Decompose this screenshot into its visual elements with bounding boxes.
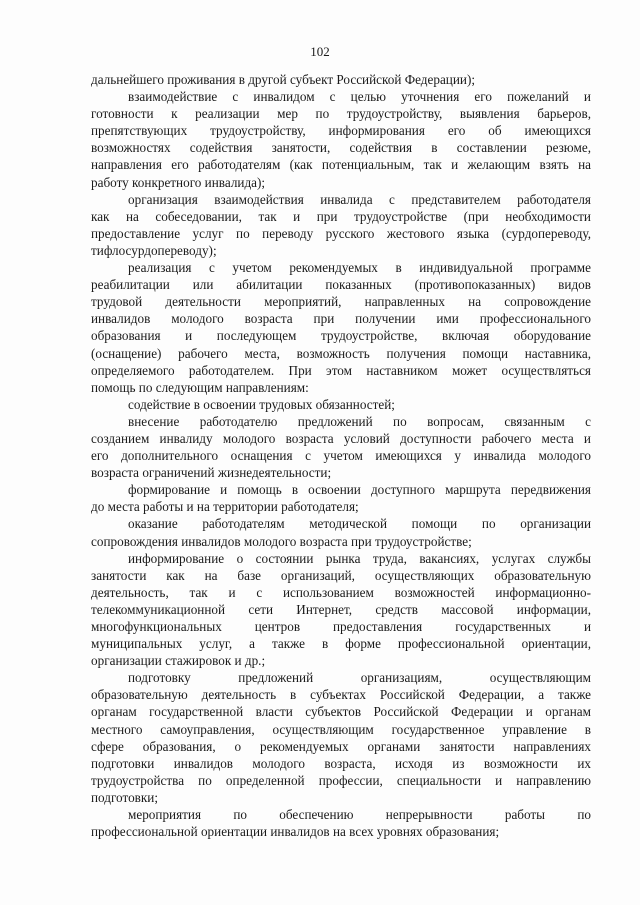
text-line: образования и последующем трудоустройстве, включая оборудование [91,328,591,344]
text-line: сфере образования, о рекомендуемых органами занятости направлениях [91,738,591,754]
text-line: направления его работодателям (как потенциальным, так и желающим взять на [91,157,591,173]
text-line: мероприятия по обеспечению непрерывности работы по [128,807,591,823]
text-line: местного самоуправления, осуществляющим государственное управление в [91,721,591,737]
text-line: телекоммуникационной сети Интернет, средств массовой информации, [91,601,591,617]
text-line: образовательную деятельность в субъектах Российской Федерации, а также [91,687,591,703]
text-line: реабилитации или абилитации показанных (противопоказанных) видов [91,277,591,293]
text-line: организации стажировок и др.; [91,653,266,669]
text-line: как на собеседовании, так и при трудоустройстве (при необходимости [91,208,591,224]
text-line: препятствующих трудоустройству, информирования его об имеющихся [91,123,591,139]
text-line: деятельность, так и с использованием возможностей информационно- [91,584,591,600]
text-line: содействие в освоении трудовых обязанностей; [128,396,395,412]
text-line: предоставление услуг по переводу русского жестового языка (сурдопереводу, [91,225,591,241]
text-line: помощь по следующим направлениям: [91,379,309,395]
text-line: муниципальных услуг, а также в форме профессиональной ориентации, [91,636,591,652]
text-line: трудовой деятельности мероприятий, направленных на сопровождение [91,294,591,310]
text-line: до места работы и на территории работодателя; [91,499,359,515]
text-line: работу конкретного инвалида); [91,174,266,190]
text-line: организация взаимодействия инвалида с представителем работодателя [128,191,591,207]
text-line: подготовки; [91,789,159,805]
text-line: готовности к реализации мер по трудоустройству, выявления барьеров, [91,106,591,122]
text-line: инвалидов молодого возраста при получении ими профессионального [91,311,591,327]
text-line: формирование и помощь в освоении доступного маршрута передвижения [128,482,591,498]
text-line: профессиональной ориентации инвалидов на всех уровнях образования; [91,824,500,840]
body-text [91,71,591,840]
text-line: оказание работодателям методической помощи по организации [128,516,591,532]
text-line: созданием инвалиду молодого возраста условий доступности рабочего места и [91,430,591,446]
text-line: возможностях содействия занятости, содействия в составлении резюме, [91,140,591,156]
page-number: 102 [310,44,330,59]
text-line: (оснащение) рабочего места, возможность получения помощи наставника, [91,345,591,361]
text-line: трудоустройства по определенной профессии, специальности и направлению [91,772,591,788]
text-line: органам государственной власти субъектов Российской Федерации и органам [91,704,591,720]
text-line: реализация с учетом рекомендуемых в индивидуальной программе [128,260,591,276]
text-line: возраста ограничений жизнедеятельности; [91,465,332,481]
text-line: внесение работодателю предложений по вопросам, связанным с [128,413,591,429]
text-line: его дополнительного оснащения с учетом имеющихся у инвалида молодого [91,448,591,464]
text-line: определяемого работодателем. При этом наставником может осуществляться [91,362,591,378]
text-line: информирование о состоянии рынка труда, вакансиях, услугах службы [128,550,591,566]
text-line: взаимодействие с инвалидом с целью уточнения его пожеланий и [128,89,591,105]
text-line: тифлосурдопереводу); [91,242,217,258]
text-line: сопровождения инвалидов молодого возраста при трудоустройстве; [91,533,472,549]
text-line: многофункциональных центров предоставления государственных и [91,619,591,634]
text-line: подготовки инвалидов молодого возраста, исходя из возможности их [91,755,591,771]
text-line: подготовку предложений организациям, осуществляющим [128,670,591,686]
text-line: дальнейшего проживания в другой субъект Российской Федерации); [91,72,476,87]
text-line: занятости как на базе организаций, осуществляющих образовательную [91,567,591,583]
